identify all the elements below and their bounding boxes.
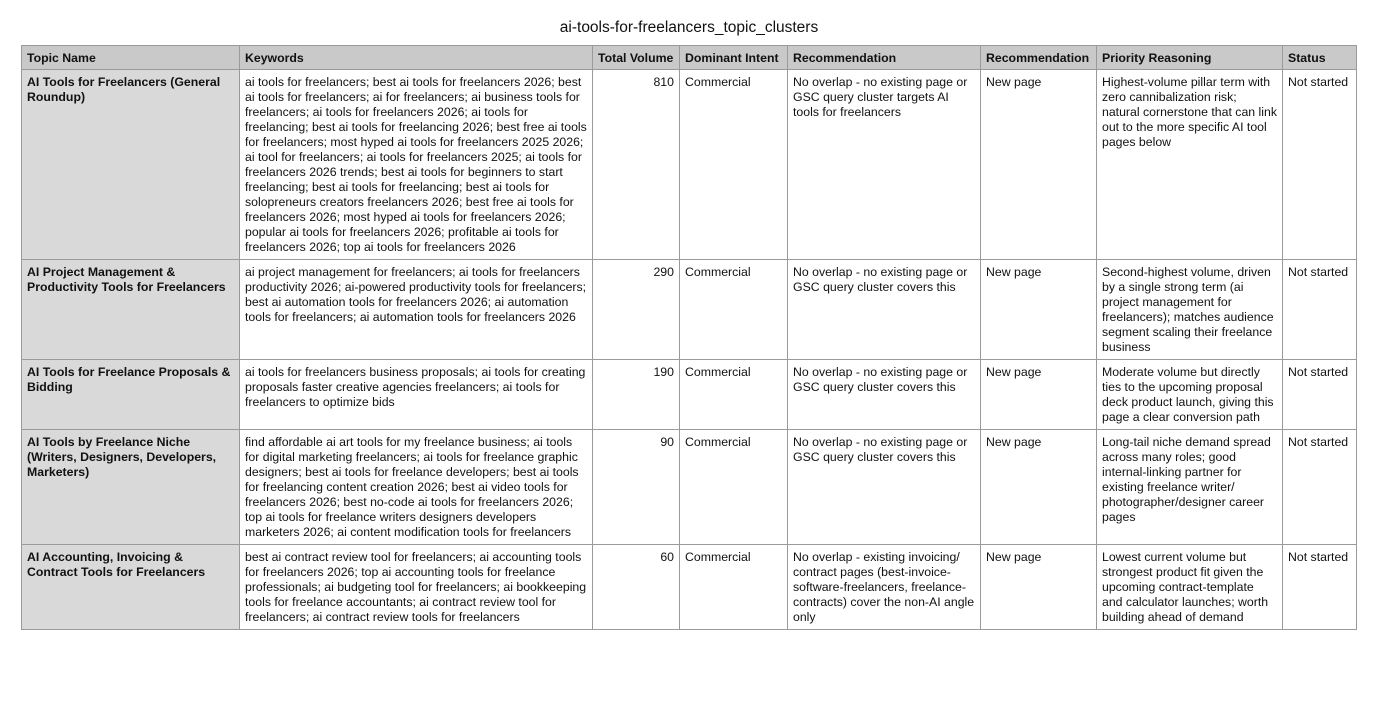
keywords-cell[interactable]: ai tools for freelancers; best ai tools for freelancers 2026; best ai tools for freelancers; ai for freelancers; ai business tools for freelancers; ai tools for freelancers 2026; ai tools for freelancing; best ai tools for freelancing 2026; best free ai tools for freelancers; most hyped ai tools for freelancers 2025 2026; ai tool for freelancers; ai tools for freelancers 2025; ai tools for freelancers 2026 trends; best ai tools for beginners to start freelancing; best ai tools for freelancing; best ai tools for solopreneurs creators freelancers 2026; best free ai tools for freelancers 2026; most hyped ai tools for freelancers 2026; popular ai tools for freelancers 2026; profitable ai tools for freelancers 2026; top ai tools for freelancers 2026 bbox=[240, 70, 593, 260]
priority-reasoning-cell[interactable]: Lowest current volume but strongest product fit given the upcoming contract-template and calculator launches; worth building ahead of demand bbox=[1097, 545, 1283, 630]
table-row bbox=[22, 430, 1357, 545]
topic-clusters-table bbox=[21, 45, 1357, 630]
sheet-title: ai-tools-for-freelancers_topic_clusters bbox=[559, 19, 819, 36]
priority-reasoning-cell[interactable]: Highest-volume pillar term with zero cannibalization risk; natural cornerstone that can link out to the more specific AI tool pages below bbox=[1097, 70, 1283, 260]
dominant-intent-cell[interactable]: Commercial bbox=[680, 70, 788, 260]
recommendation-cell[interactable]: No overlap - no existing page or GSC query cluster targets AI tools for freelancers bbox=[788, 70, 981, 260]
keywords-cell[interactable]: ai tools for freelancers business proposals; ai tools for creating proposals faster creative agencies freelancers; ai tools for freelancers to optimize bids bbox=[240, 360, 593, 430]
column-header-total-volume[interactable]: Total Volume bbox=[593, 46, 680, 70]
total-volume-cell[interactable]: 290 bbox=[593, 260, 680, 360]
column-header-status[interactable]: Status bbox=[1283, 46, 1357, 70]
column-header-recommendation-type[interactable]: Recommendation bbox=[981, 46, 1097, 70]
dominant-intent-cell[interactable]: Commercial bbox=[680, 360, 788, 430]
status-cell[interactable]: Not started bbox=[1283, 545, 1357, 630]
table-row bbox=[22, 70, 1357, 260]
priority-reasoning-cell[interactable]: Moderate volume but directly ties to the upcoming proposal deck product launch, giving this page a clear conversion path bbox=[1097, 360, 1283, 430]
dominant-intent-cell[interactable]: Commercial bbox=[680, 260, 788, 360]
recommendation-cell[interactable]: No overlap - no existing page or GSC query cluster covers this bbox=[788, 260, 981, 360]
recommendation-type-cell[interactable]: New page bbox=[981, 360, 1097, 430]
topic-name-cell[interactable]: AI Project Management & Productivity Tools for Freelancers bbox=[22, 260, 240, 360]
priority-reasoning-cell[interactable]: Second-highest volume, driven by a single strong term (ai project management for freelancers); matches audience segment scaling their freelance business bbox=[1097, 260, 1283, 360]
recommendation-type-cell[interactable]: New page bbox=[981, 260, 1097, 360]
status-cell[interactable]: Not started bbox=[1283, 260, 1357, 360]
keywords-cell[interactable]: best ai contract review tool for freelancers; ai accounting tools for freelancers 2026; top ai accounting tools for freelance professionals; ai budgeting tool for freelancers; ai bookkeeping tools for freelance accountants; ai contract review tool for freelancers; ai contract review tools for freelancers bbox=[240, 545, 593, 630]
total-volume-cell[interactable]: 90 bbox=[593, 430, 680, 545]
dominant-intent-cell[interactable]: Commercial bbox=[680, 545, 788, 630]
recommendation-type-cell[interactable]: New page bbox=[981, 545, 1097, 630]
column-header-dominant-intent[interactable]: Dominant Intent bbox=[680, 46, 788, 70]
dominant-intent-cell[interactable]: Commercial bbox=[680, 430, 788, 545]
table-row bbox=[22, 360, 1357, 430]
header-row bbox=[22, 46, 1357, 70]
recommendation-cell[interactable]: No overlap - no existing page or GSC query cluster covers this bbox=[788, 430, 981, 545]
recommendation-type-cell[interactable]: New page bbox=[981, 70, 1097, 260]
topic-name-cell[interactable]: AI Tools by Freelance Niche (Writers, Designers, Developers, Marketers) bbox=[22, 430, 240, 545]
column-header-topic-name[interactable]: Topic Name bbox=[22, 46, 240, 70]
table-row bbox=[22, 545, 1357, 630]
status-cell[interactable]: Not started bbox=[1283, 430, 1357, 545]
status-cell[interactable]: Not started bbox=[1283, 70, 1357, 260]
recommendation-cell[interactable]: No overlap - existing invoicing/ contract pages (best-invoice-software-freelancers, freelance-contracts) cover the non-AI angle only bbox=[788, 545, 981, 630]
total-volume-cell[interactable]: 810 bbox=[593, 70, 680, 260]
priority-reasoning-cell[interactable]: Long-tail niche demand spread across many roles; good internal-linking partner for existing freelance writer/ photographer/designer career pages bbox=[1097, 430, 1283, 545]
column-header-keywords[interactable]: Keywords bbox=[240, 46, 593, 70]
keywords-cell[interactable]: ai project management for freelancers; ai tools for freelancers productivity 2026; ai-powered productivity tools for freelancers; best ai automation tools for freelancers 2026; ai automation tools for freelancers; ai automation tools for freelancers 2026 bbox=[240, 260, 593, 360]
recommendation-type-cell[interactable]: New page bbox=[981, 430, 1097, 545]
recommendation-cell[interactable]: No overlap - no existing page or GSC query cluster covers this bbox=[788, 360, 981, 430]
keywords-cell[interactable]: find affordable ai art tools for my freelance business; ai tools for digital marketing freelancers; ai tools for freelance graphic designers; best ai tools for freelance developers; best ai tools for freelancing content creation 2026; best ai video tools for freelancers 2026; best no-code ai tools for freelancers 2026; top ai tools for freelance writers designers developers marketers 2026; ai content modification tools for freelancers bbox=[240, 430, 593, 545]
total-volume-cell[interactable]: 190 bbox=[593, 360, 680, 430]
topic-name-cell[interactable]: AI Accounting, Invoicing & Contract Tools for Freelancers bbox=[22, 545, 240, 630]
column-header-recommendation[interactable]: Recommendation bbox=[788, 46, 981, 70]
topic-name-cell[interactable]: AI Tools for Freelance Proposals & Bidding bbox=[22, 360, 240, 430]
total-volume-cell[interactable]: 60 bbox=[593, 545, 680, 630]
status-cell[interactable]: Not started bbox=[1283, 360, 1357, 430]
column-header-priority-reasoning[interactable]: Priority Reasoning bbox=[1097, 46, 1283, 70]
table-row bbox=[22, 260, 1357, 360]
topic-name-cell[interactable]: AI Tools for Freelancers (General Roundup) bbox=[22, 70, 240, 260]
